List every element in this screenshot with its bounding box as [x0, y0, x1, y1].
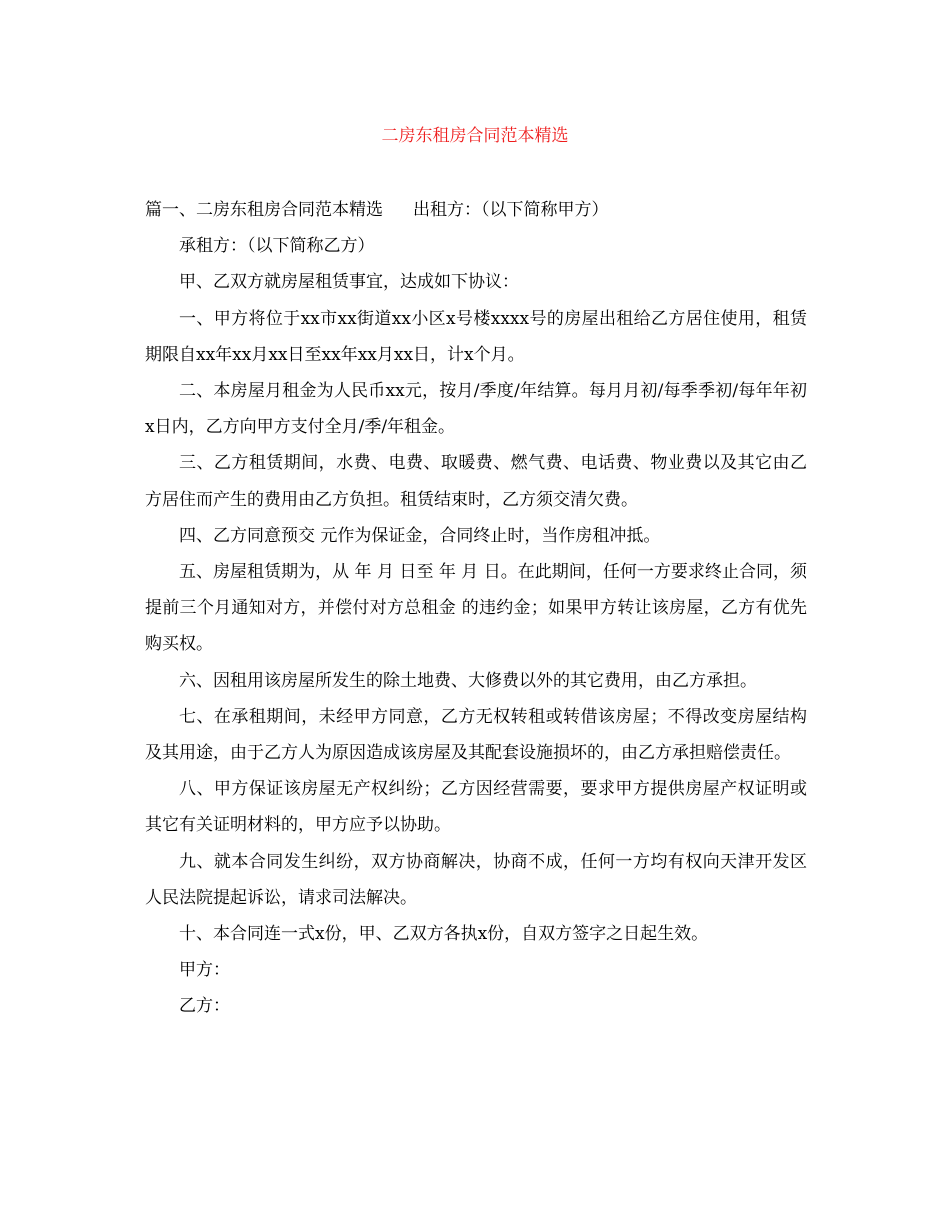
clause-7: 七、在承租期间，未经甲方同意，乙方无权转租或转借该房屋；不得改变房屋结构及其用途，由于乙方人为原因造成该房屋及其配套设施损坏的，由乙方承担赔偿责任。 — [145, 706, 807, 764]
document-body — [145, 192, 807, 1025]
party-b-signature: 乙方： — [179, 996, 230, 1017]
clause-3: 三、乙方租赁期间，水费、电费、取暖费、燃气费、电话费、物业费以及其它由乙方居住而产生的费用由乙方负担。租赁结束时，乙方须交清欠费。 — [145, 453, 807, 510]
section-heading: 篇一、二房东租房合同范本精选 — [145, 200, 383, 220]
clause-2: 二、本房屋月租金为人民币xx元，按月/季度/年结算。每月月初/每季季初/每年年初x日内，乙方向甲方支付全月/季/年租金。 — [145, 381, 807, 438]
clause-8: 八、甲方保证该房屋无产权纠纷；乙方因经营需要，要求甲方提供房屋产权证明或其它有关证明材料的，甲方应予以协助。 — [145, 779, 807, 836]
section-heading-line — [145, 192, 807, 228]
clause-5: 五、房屋租赁期为，从 年 月 日至 年 月 日。在此期间，任何一方要求终止合同，须提前三个月通知对方，并偿付对方总租金 的违约金；如果甲方转让该房屋，乙方有优先购买权。 — [145, 562, 807, 655]
lessor-label: 出租方：（以下简称甲方） — [413, 200, 609, 220]
agreement-intro: 甲、乙双方就房屋租赁事宜，达成如下协议： — [179, 272, 519, 293]
clause-10: 十、本合同连一式x份，甲、乙双方各执x份，自双方签字之日起生效。 — [179, 924, 709, 945]
clause-1: 一、甲方将位于xx市xx街道xx小区x号楼xxxx号的房屋出租给乙方居住使用，租赁期限自xx年xx月xx日至xx年xx月xx日，计x个月。 — [145, 308, 807, 365]
clause-4: 四、乙方同意预交 元作为保证金，合同终止时，当作房租冲抵。 — [179, 525, 661, 546]
lessee-label: 承租方：（以下简称乙方） — [179, 236, 375, 257]
party-a-signature: 甲方： — [179, 960, 230, 981]
document-title: 二房东租房合同范本精选 — [381, 126, 569, 146]
clause-9: 九、就本合同发生纠纷，双方协商解决，协商不成，任何一方均有权向天津开发区人民法院提起诉讼，请求司法解决。 — [145, 851, 807, 908]
clause-6: 六、因租用该房屋所发生的除土地费、大修费以外的其它费用，由乙方承担。 — [179, 670, 757, 691]
